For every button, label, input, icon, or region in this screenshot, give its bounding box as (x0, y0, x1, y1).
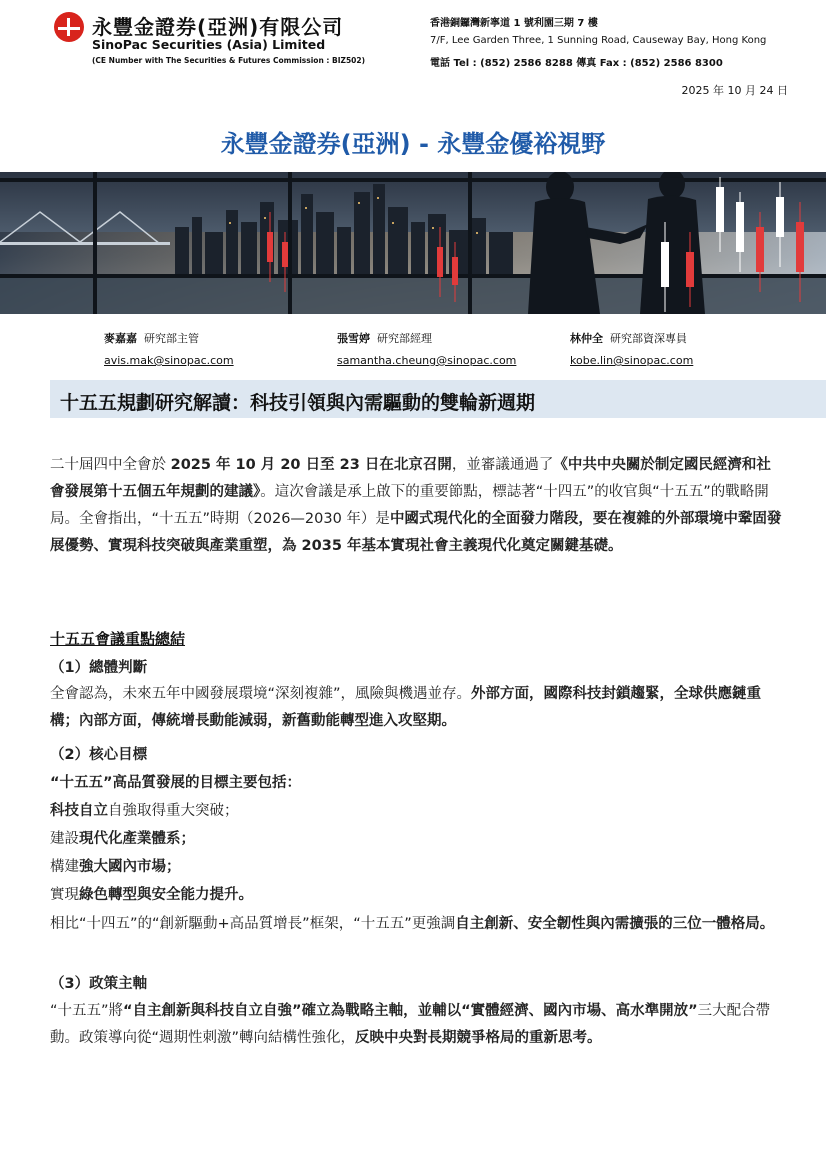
address-en: 7/F, Lee Garden Three, 1 Sunning Road, Causeway Bay, Hong Kong (430, 35, 767, 46)
s2-comparison-text: 相比“十四五”的“創新驅動+高品質增長”框架，“十五五”更強調 (50, 916, 456, 932)
s2-item-4 (50, 883, 253, 904)
s1-emphasis: 外部方面，國際科技封鎖趨緊，全球供應鏈重構；內部方面，傳統增長動能減弱，新舊動能轉型進入攻堅期。 (50, 686, 762, 729)
intro-text: 。這次會議是承上啟下的重要節點，標誌著“十四五”的收官與“十五五”的戰略開局。全會指出，“十五五”時期（2026—2030 年）是 (50, 484, 769, 527)
s3-heading: （3）政策主軸 (50, 976, 148, 992)
intro-paragraph (50, 452, 785, 560)
intro-date: 2025 年 10 月 20 日至 23 日在北京召開 (170, 457, 452, 473)
author-email-link[interactable]: kobe.lin@sinopac.com (570, 354, 694, 367)
author-name: 麥嘉嘉 (104, 332, 137, 345)
intro-document: 《中共中央關於制定國民經濟和社會發展第十五個五年規劃的建議》 (50, 457, 771, 500)
intro-text: 二十屆四中全會於 (50, 457, 171, 473)
summary-heading: 十五五會議重點總結 (50, 630, 186, 648)
section-title: 十五五規劃研究解讀：科技引領與內需驅動的雙輪新週期 (60, 392, 536, 414)
s3-emphasis: 反映中央對長期競爭格局的重新思考。 (355, 1030, 602, 1046)
author-email-link[interactable]: avis.mak@sinopac.com (104, 354, 234, 367)
s2-item-1-text: 自強取得重大突破； (108, 803, 239, 819)
s1-paragraph (50, 681, 785, 735)
s2-item-3 (50, 855, 181, 876)
author-3 (570, 330, 693, 367)
s2-item-1-bold: 科技自立 (50, 803, 108, 819)
s2-intro: “十五五”高品質發展的目標主要包括： (50, 775, 302, 791)
s2-comparison (50, 911, 785, 938)
author-1 (104, 330, 234, 367)
s2-comparison-bold: 自主創新、安全韌性與內需擴張的三位一體格局。 (455, 916, 775, 932)
s2-item-2-bold: 現代化產業體系； (79, 831, 195, 847)
s2-item-3-text: 構建 (50, 859, 79, 875)
s3-paragraph (50, 998, 785, 1052)
author-role: 研究部資深專員 (610, 332, 687, 345)
s2-item-4-text: 實現 (50, 887, 79, 903)
ce-number: (CE Number with The Securities & Futures Commission : BIZ502) (92, 56, 366, 65)
s2-item-2-text: 建設 (50, 831, 79, 847)
s2-item-2 (50, 827, 195, 848)
address-zh: 香港銅鑼灣新寧道 1 號利園三期 7 樓 (430, 18, 598, 29)
company-name-zh: 永豐金證券(亞洲)有限公司 (92, 15, 344, 39)
author-name: 林仲全 (570, 332, 603, 345)
author-role: 研究部經理 (377, 332, 432, 345)
report-date: 2025 年 10 月 24 日 (681, 84, 788, 97)
s2-item-1 (50, 799, 239, 820)
author-2 (337, 330, 516, 367)
banner-image (0, 172, 826, 314)
s2-item-3-bold: 強大國內市場； (79, 859, 181, 875)
s1-text: 全會認為，未來五年中國發展環境“深刻複雜”，風險與機遇並存。 (50, 686, 472, 702)
intro-text: ，並審議通過了 (451, 457, 554, 473)
sinopac-logo-icon (54, 12, 84, 42)
s3-text: 三大配合帶動。政策導向從“週期性刺激”轉向結構性強化， (50, 1003, 771, 1046)
s3-emphasis: “自主創新與科技自立自強”確立為戰略主軸，並輔以“實體經濟、國內市場、高水準開放” (123, 1003, 698, 1019)
company-name-en: SinoPac Securities (Asia) Limited (92, 37, 326, 52)
s1-heading: （1）總體判斷 (50, 660, 148, 676)
intro-emphasis: 中國式現代化的全面發力階段，要在複雜的外部環境中鞏固發展優勢、實現科技突破與產業重塑，為 2035 年基本實現社會主義現代化奠定關鍵基礎。 (50, 511, 782, 554)
s3-text: “十五五”將 (50, 1003, 124, 1019)
author-role: 研究部主管 (144, 332, 199, 345)
report-title: 永豐金證券(亞洲) - 永豐金優裕視野 (220, 130, 606, 158)
s2-item-4-bold: 綠色轉型與安全能力提升。 (79, 887, 253, 903)
phone-fax: 電話 Tel : (852) 2586 8288 傳真 Fax : (852) 2586 8300 (430, 58, 723, 69)
author-name: 張雪婷 (337, 332, 370, 345)
author-email-link[interactable]: samantha.cheung@sinopac.com (337, 354, 517, 367)
s2-heading: （2）核心目標 (50, 747, 148, 763)
